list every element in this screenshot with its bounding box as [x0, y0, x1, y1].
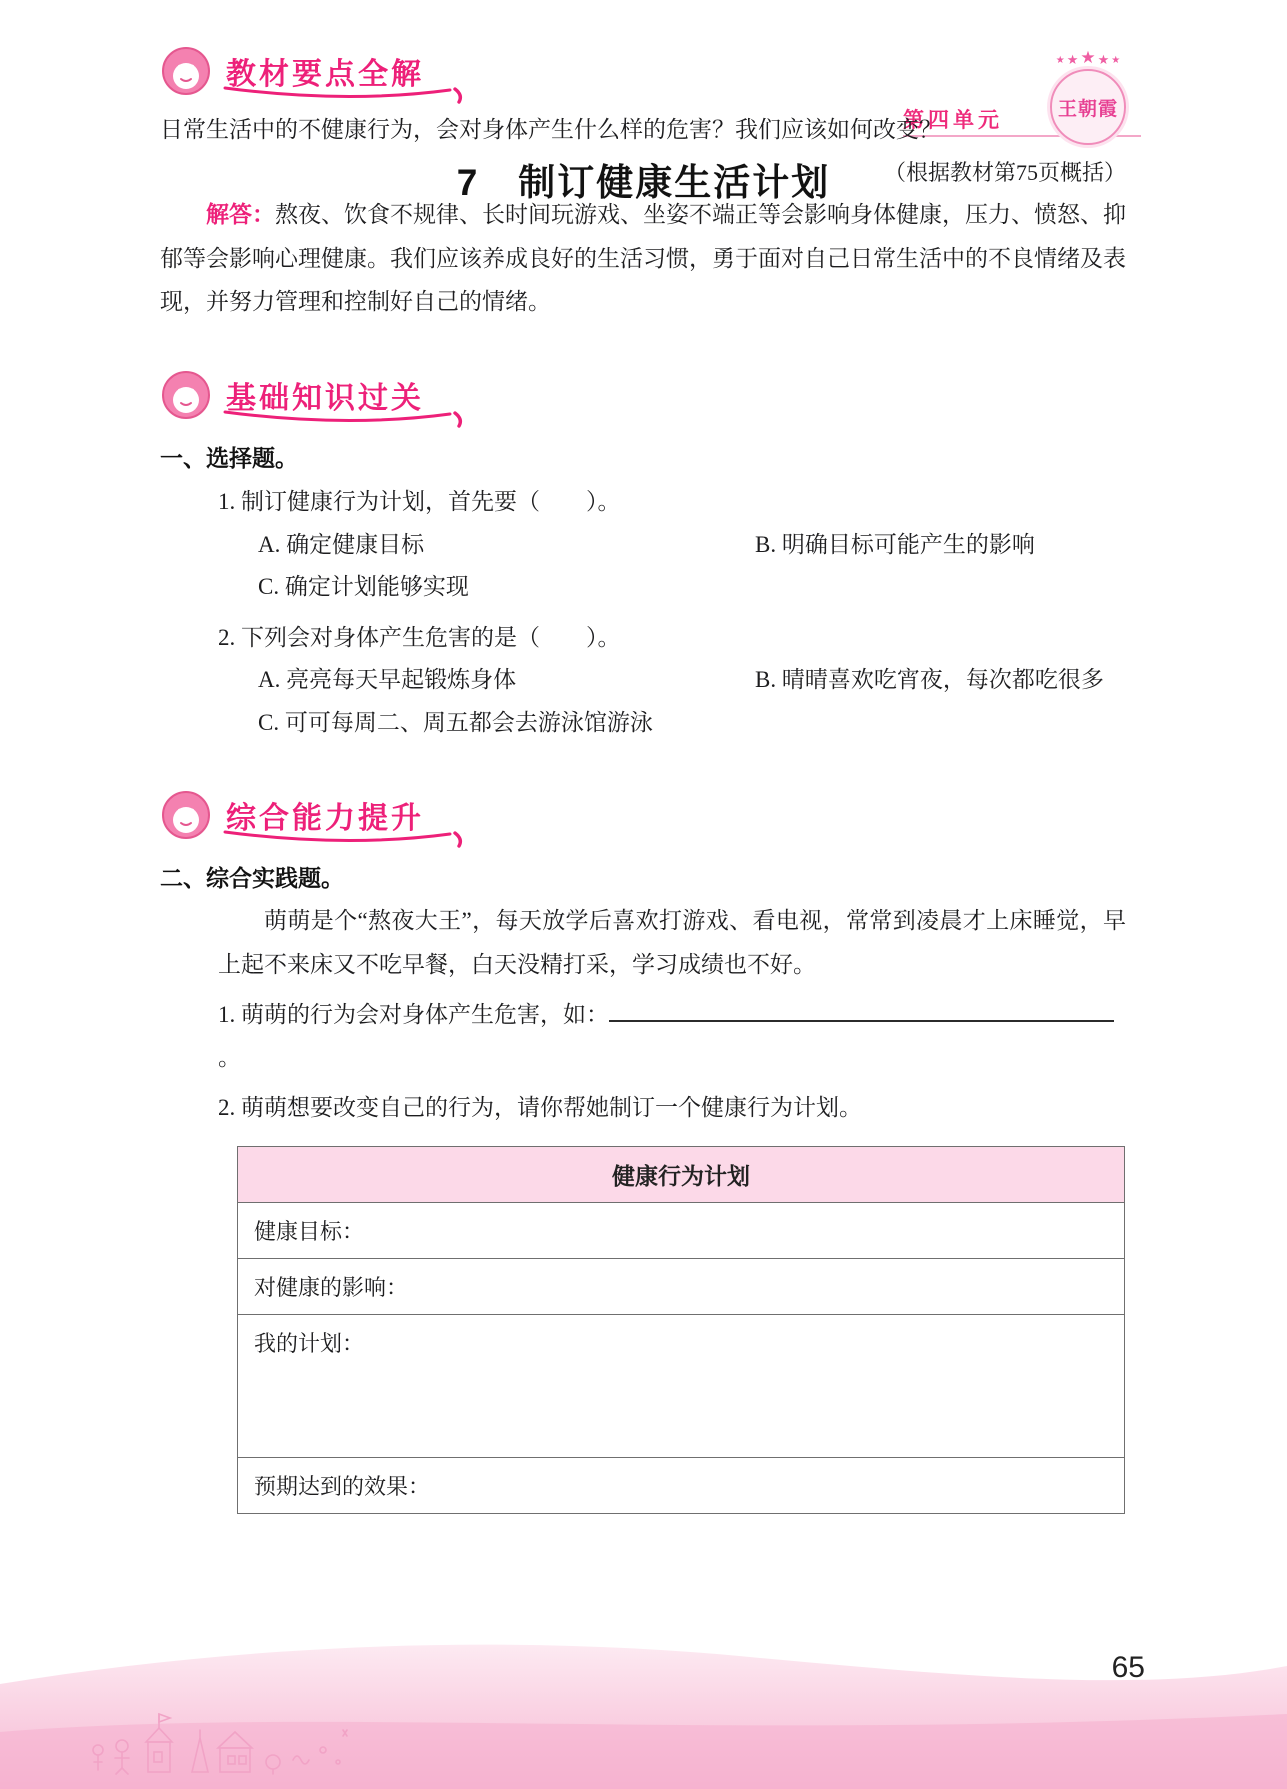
choice-question-2	[218, 617, 1126, 745]
option-a: A. 确定健康目标	[258, 531, 425, 557]
question-stem: 1. 制订健康行为计划，首先要（ ）。	[218, 489, 621, 515]
unit-label: 第四单元	[903, 109, 1003, 132]
option-row	[258, 566, 1126, 609]
practice-q1-period: 。	[218, 1045, 241, 1071]
answer-text: 熬夜、饮食不规律、长时间玩游戏、坐姿不端正等会影响身体健康，压力、愤怒、抑郁等会影响心理健康。我们应该养成良好的生活习惯，勇于面对自己日常生活中的不良情绪及表现，并努力管理和控制好自己的情绪。	[160, 202, 1126, 315]
table-cell-plan: 我的计划：	[238, 1314, 1125, 1457]
health-plan-table	[237, 1146, 1125, 1514]
option-b: B. 晴晴喜欢吃宵夜，每次都吃很多	[755, 667, 1104, 693]
table-row	[238, 1202, 1125, 1258]
option-row	[258, 702, 1126, 745]
table-row	[238, 1457, 1125, 1513]
brand-emblem	[1040, 48, 1136, 145]
table-cell-goal: 健康目标：	[238, 1202, 1125, 1258]
answer-label: 解答：	[206, 202, 275, 228]
keypoints-question: 日常生活中的不健康行为，会对身体产生什么样的危害？我们应该如何改变？	[160, 117, 942, 142]
question-stem: 2. 下列会对身体产生危害的是（ ）。	[218, 624, 621, 650]
section-badge-icon	[160, 369, 212, 421]
brand-logo	[1050, 69, 1126, 145]
table-header-row	[238, 1146, 1125, 1202]
section-heading-basics: 基础知识过关	[226, 382, 424, 416]
page-title: 7 制订健康生活计划	[456, 162, 831, 203]
part-title-practice: 二、综合实践题。	[160, 865, 344, 892]
footer-doodles-icon	[88, 1690, 358, 1775]
section-header-keypoints	[160, 44, 1126, 98]
option-a: A. 亮亮每天早起锻炼身体	[258, 667, 517, 693]
answer-blank	[609, 996, 1114, 1022]
table-title: 健康行为计划	[238, 1146, 1125, 1202]
practice-intro: 萌萌是个“熬夜大王”，每天放学后喜欢打游戏、看电视，常常到凌晨才上床睡觉，早上起不来床又不吃早餐，白天没精打采，学习成绩也不好。	[218, 908, 1126, 978]
option-b: B. 明确目标可能产生的影响	[755, 531, 1035, 557]
table-cell-result: 预期达到的效果：	[238, 1457, 1125, 1513]
star-icon: ★	[1080, 48, 1096, 67]
brand-name: 王朝霞	[1057, 98, 1118, 120]
source-note: （根据教材第75页概括）	[883, 159, 1126, 185]
section-header-basics	[160, 368, 1126, 422]
part-title-choice: 一、选择题。	[160, 445, 298, 472]
choice-question-1	[218, 481, 1126, 609]
practice-q1	[218, 993, 1126, 1080]
table-row	[238, 1314, 1125, 1457]
option-c: C. 确定计划能够实现	[258, 574, 469, 600]
section-heading-advanced: 综合能力提升	[226, 802, 424, 836]
table-cell-impact: 对健康的影响：	[238, 1258, 1125, 1314]
section-heading-keypoints: 教材要点全解	[226, 58, 424, 91]
section-badge-icon	[160, 789, 212, 841]
practice-q2: 2. 萌萌想要改变自己的行为，请你帮她制订一个健康行为计划。	[218, 1095, 862, 1121]
keypoints-answer	[160, 193, 1126, 324]
star-icon: ★	[1111, 55, 1121, 66]
star-icon: ★	[1055, 55, 1065, 66]
page-content	[160, 0, 1126, 1514]
practice-q1-text: 1. 萌萌的行为会对身体产生危害，如：	[218, 1001, 609, 1027]
star-icon: ★	[1066, 52, 1079, 67]
section-header-advanced	[160, 788, 1126, 842]
star-icon: ★	[1097, 52, 1110, 67]
option-row	[258, 524, 1126, 567]
table-row	[238, 1258, 1125, 1314]
option-row	[258, 659, 1126, 702]
section-badge-icon	[160, 45, 212, 97]
option-c: C. 可可每周二、周五都会去游泳馆游泳	[258, 709, 653, 735]
stars-icon	[1040, 48, 1136, 66]
page-number: 65	[1111, 1651, 1145, 1684]
